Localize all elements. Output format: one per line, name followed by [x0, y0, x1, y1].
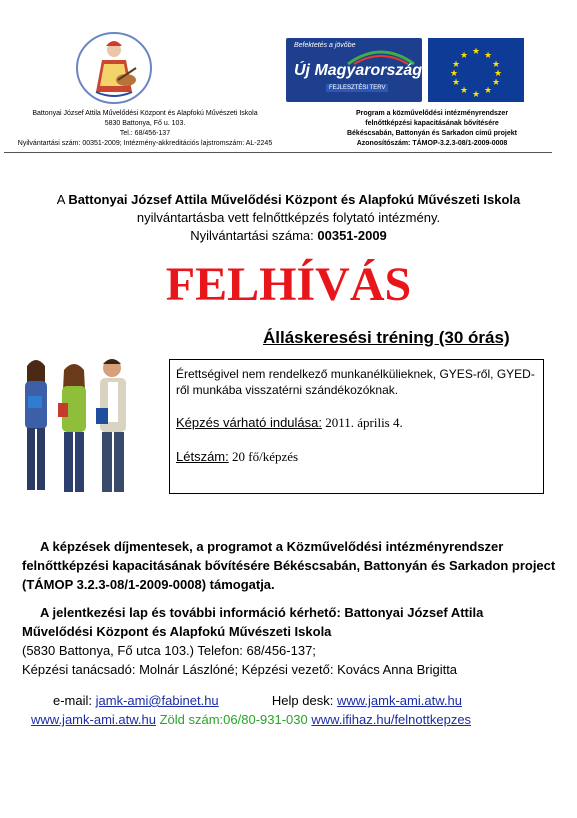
green-number: Zöld szám:06/80-931-030 [155, 712, 312, 727]
svg-text:★: ★ [471, 90, 481, 100]
start-date [176, 414, 537, 432]
logo-tagline: Befektetés a jövőbe [294, 42, 356, 49]
header-program-2: felnőttképzési kapacitásának bővítésére [365, 120, 499, 127]
svg-text:★: ★ [483, 86, 493, 96]
header-identifier: Azonosítószám: TÁMOP-3.2.3-08/1-2009-0008 [356, 140, 508, 147]
svg-text:★: ★ [459, 86, 469, 96]
start-label: Képzés várható indulása: [176, 415, 322, 430]
header-program-1: Program a közművelődési intézményrendszer [355, 110, 509, 117]
header-address: 5830 Battonya, Fő u. 103. [104, 120, 186, 127]
header-divider [4, 152, 552, 153]
site-link[interactable]: www.jamk-ami.atw.hu [31, 712, 156, 727]
header-phone: Tel.: 68/456-137 [119, 130, 171, 137]
header-registration: Nyilvántartási szám: 00351-2009; Intézmény-akkreditációs lajstromszám: AL-2245 [17, 140, 273, 147]
application-address: (5830 Battonya, Fő utca 103.) Telefon: 68/456-137; [22, 643, 316, 658]
size-label: Létszám: [176, 449, 229, 464]
info-box [169, 359, 544, 494]
intro-block [0, 191, 577, 245]
header-project: Békéscsabán, Battonyán és Sarkadon című projekt [346, 130, 517, 137]
svg-text:★: ★ [471, 47, 481, 57]
intro-reg-number: 00351-2009 [317, 228, 387, 243]
intro-reg-label: Nyilvántartási száma: [190, 228, 318, 243]
start-value: 2011. április 4. [321, 415, 403, 430]
svg-text:★: ★ [493, 69, 503, 79]
group-size [176, 448, 537, 466]
svg-text:★: ★ [491, 60, 501, 70]
email-link[interactable]: jamk-ami@fabinet.hu [95, 693, 219, 708]
header-left [0, 109, 290, 149]
funding-text: A képzések díjmentesek, a programot a Közművelődési intézményrendszer felnőttképzési kapacitásának bővítésére Békéscsabán, Battonyán és Sarkadon project (TÁMOP 3.2.3-08/1-2009-0008) támogatja. [22, 539, 556, 592]
email-label: e-mail: [53, 693, 96, 708]
intro-prefix: A [56, 192, 69, 207]
header-right [292, 109, 572, 149]
svg-text:★: ★ [449, 69, 459, 79]
page-title: FELHÍVÁS [165, 258, 412, 311]
application-paragraph [22, 603, 557, 679]
contacts-block [0, 691, 577, 729]
intro-institution: Battonyai József Attila Művelődési Központ és Alapfokú Művészeti Iskola [68, 192, 521, 207]
eu-stars-icon [428, 38, 524, 102]
svg-text:★: ★ [491, 78, 501, 88]
svg-text:★: ★ [451, 78, 461, 88]
svg-text:★: ★ [459, 51, 469, 61]
target-group: Érettségivel nem rendelkező munkanélkülieknek, GYES-ről, GYED-ről munkába visszatérni szándékozóknak. [176, 367, 535, 397]
logo-name: Új Magyarország [294, 62, 423, 79]
svg-text:★: ★ [451, 60, 461, 70]
ifihaz-link[interactable]: www.ifihaz.hu/felnottkepzes [311, 712, 472, 727]
subtitle: Álláskeresési tréning (30 órás) [263, 328, 510, 347]
helpdesk-link[interactable]: www.jamk-ami.atw.hu [336, 693, 462, 708]
students-photo [12, 348, 137, 498]
eu-flag [428, 38, 524, 102]
svg-text:★: ★ [483, 51, 493, 61]
helpdesk-label: Help desk: [271, 693, 337, 708]
intro-line2: nyilvántartásba vett felnőttképzés folytató intézmény. [136, 210, 441, 225]
application-contacts: Képzési tanácsadó: Molnár Lászlóné; Képzési vezető: Kovács Anna Brigitta [22, 662, 458, 677]
uj-magyarorszag-logo [286, 38, 422, 102]
logo-sub: FEJLESZTÉSI TERV [326, 84, 388, 92]
size-value: 20 fő/képzés [228, 449, 299, 464]
application-text: A jelentkezési lap és további információ kérhető: Battonyai József Attila Művelődési Központ és Alapfokú Művészeti Iskola [22, 605, 484, 639]
funding-paragraph [22, 537, 557, 594]
header-institution: Battonyai József Attila Művelődési Központ és Alapfokú Művészeti Iskola [32, 110, 258, 117]
institution-logo [74, 30, 154, 106]
